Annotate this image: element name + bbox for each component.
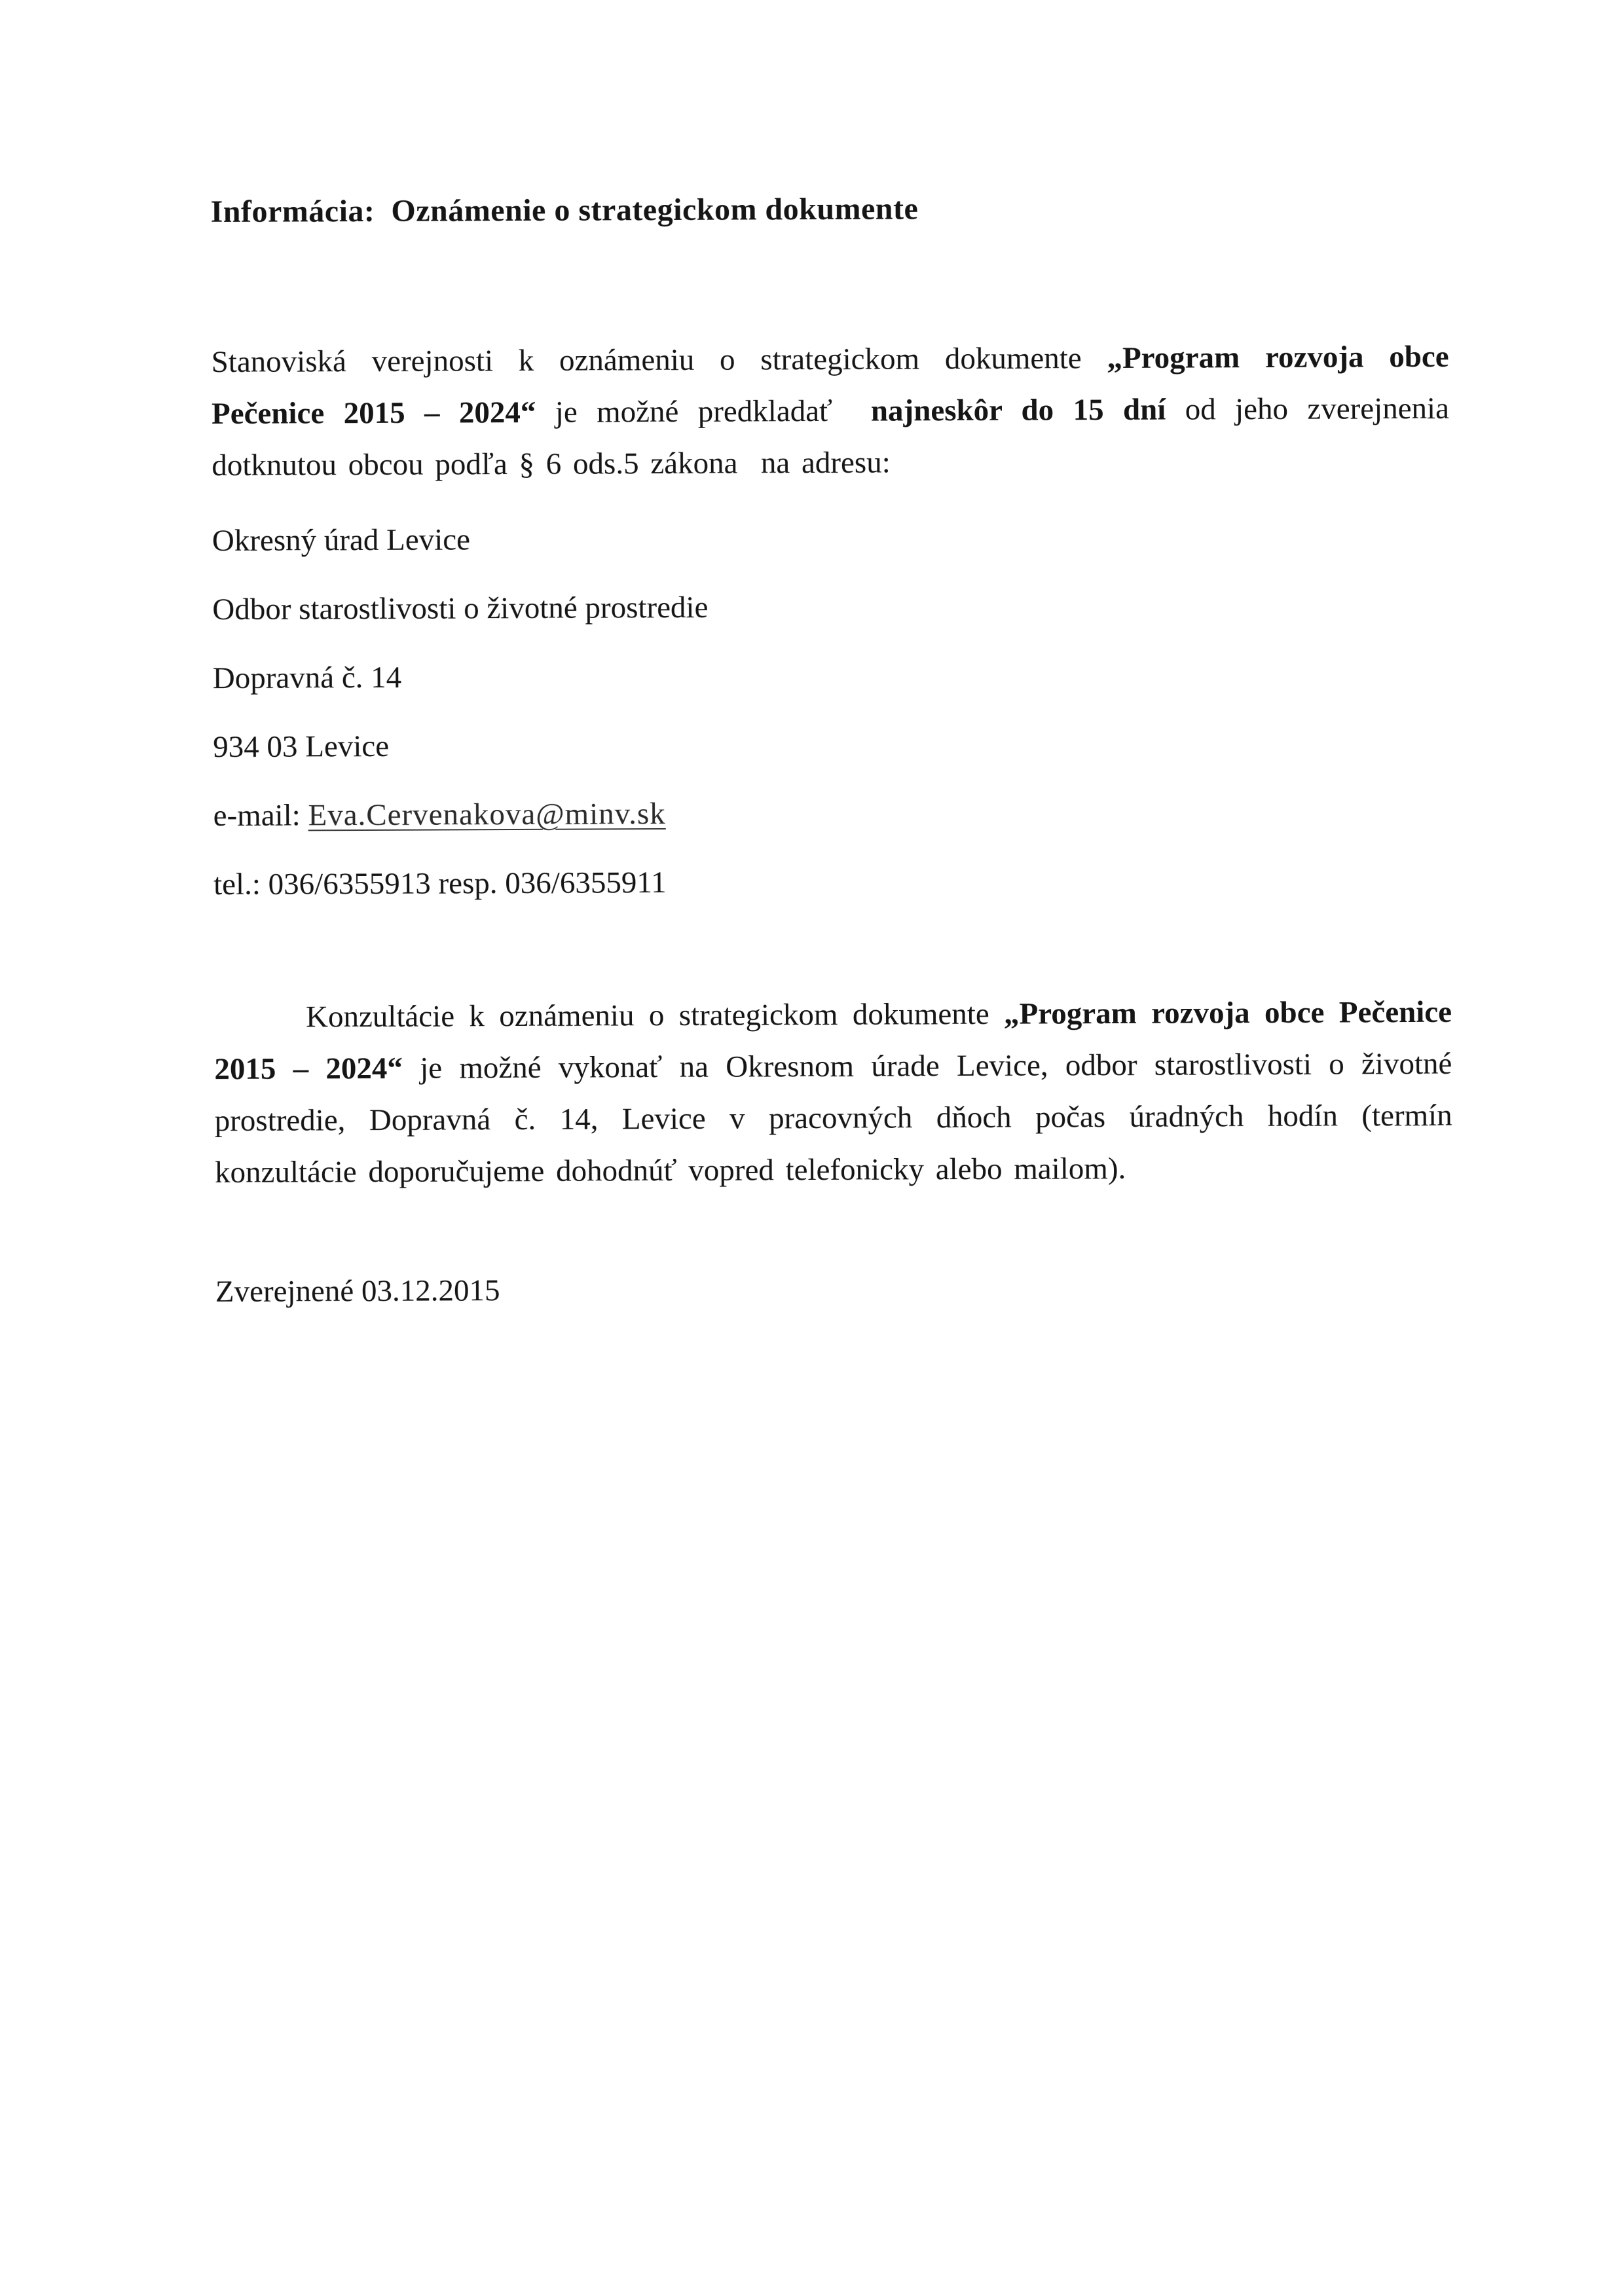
publication-date: Zverejnené 03.12.2015 (215, 1273, 500, 1309)
consultation-paragraph (214, 987, 1452, 1199)
address-office-line: Okresný úrad Levice (212, 522, 471, 558)
consultation-document-name: „Program rozvoja obce Pečenice 2015 – 2024“ (214, 994, 1452, 1086)
strategic-document-name: „Program rozvoja obce Pečenice 2015 – 2024“ (211, 339, 1449, 431)
address-email-line (213, 785, 1451, 842)
intro-text-1: Stanoviská verejnosti k oznámeniu o strategickom dokumente (211, 341, 1107, 380)
document-title: Informácia: Oznámenie o strategickom dokumente (210, 191, 919, 230)
consultation-text-1: Konzultácie k oznámeniu o strategickom dokumente (305, 996, 1005, 1034)
consultation-text-2: je možné vykonať na Okresnom úrade Levice, odbor starostlivosti o životné prostredie, Dopravná č. 14, Levice v pracovných dňoch počas úradných hodín (termín konzultácie doporučujeme dohodnúť vopred telefonicky alebo mailom). (214, 1046, 1452, 1190)
address-street-line: Dopravná č. 14 (212, 660, 402, 695)
email-link[interactable]: Eva.Cervenakova@minv.sk (308, 796, 666, 833)
address-phone-line: tel.: 036/6355913 resp. 036/6355911 (213, 865, 667, 902)
deadline-phrase: najneskôr do 15 dní (870, 392, 1166, 428)
email-label: e-mail: (213, 798, 308, 833)
address-postal-city-line: 934 03 Levice (213, 729, 390, 764)
address-department-line: Odbor starostlivosti o životné prostredie (212, 590, 709, 627)
intro-text-3: od jeho zverejnenia dotknutou obcou podľa § 6 ods.5 zákona na adresu: (212, 391, 1450, 483)
intro-paragraph (211, 331, 1449, 492)
address-block (212, 510, 1452, 911)
intro-text-2: je možné predkladať (536, 393, 872, 429)
